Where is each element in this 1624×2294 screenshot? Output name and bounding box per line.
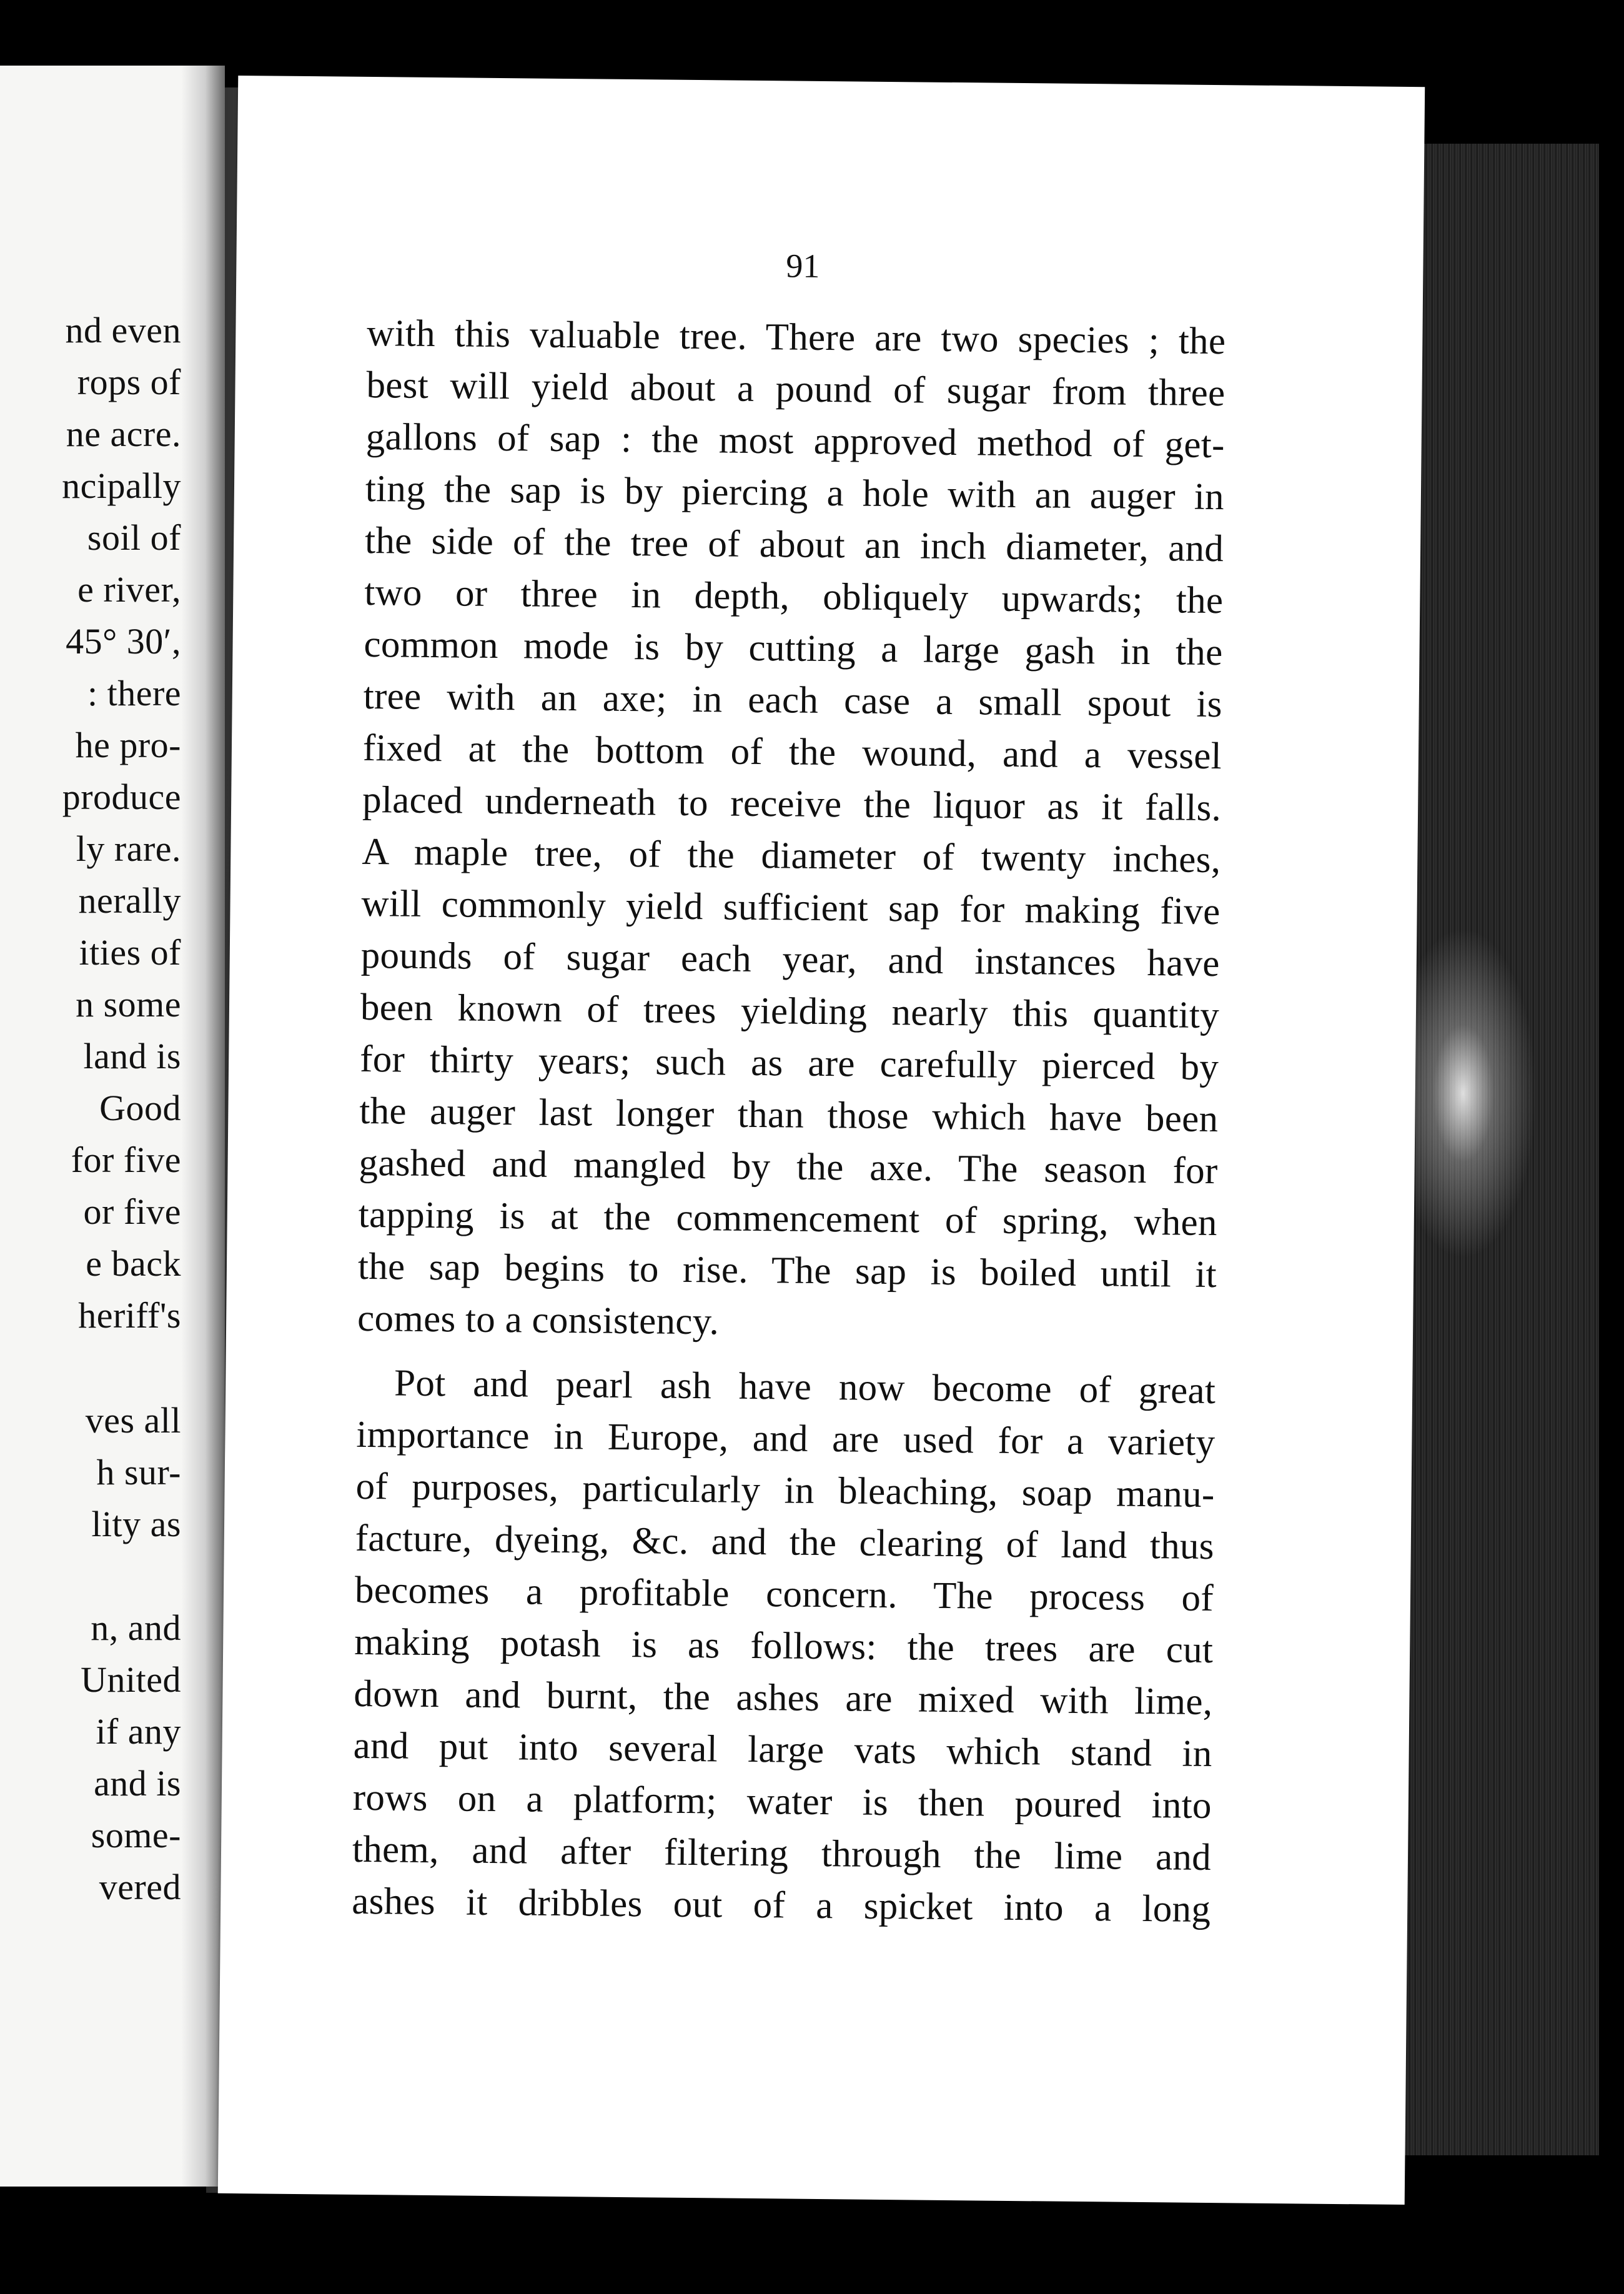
text-line: them, and after filtering through the lime and [352, 1828, 1212, 1879]
text-line: the sap begins to rise. The sap is boiled until it [357, 1245, 1217, 1296]
left-page-line: soil of [87, 517, 181, 558]
left-page-line: rops of [77, 362, 181, 402]
text-line: gashed and mangled by the axe. The season for [359, 1141, 1218, 1193]
text-line: comes to a consistency. [357, 1297, 720, 1343]
text-line: rows on a platform; water is then poured into [352, 1776, 1212, 1827]
text-line: ting the sap is by piercing a hole with an auger in [365, 467, 1225, 519]
left-page-line: for five [71, 1140, 181, 1180]
text-line: been known of trees yielding nearly this quantity [360, 986, 1220, 1037]
left-page-line: ly rare. [76, 828, 181, 869]
text-line: fixed at the bottom of the wound, and a vessel [362, 727, 1222, 778]
left-page-line: and is [94, 1763, 181, 1804]
left-page-line: : there [87, 673, 181, 713]
left-page-line: e river, [77, 569, 181, 610]
right-page [218, 76, 1425, 2205]
text-line: ashes it dribbles out of a spicket into a long [351, 1880, 1211, 1931]
text-line: becomes a profitable concern. The process of [354, 1569, 1214, 1620]
left-page-line: Good [99, 1088, 181, 1128]
left-page-line: n, and [91, 1607, 181, 1648]
text-line: Pot and pearl ash have now become of great [394, 1362, 1216, 1413]
left-page-line: land is [83, 1036, 181, 1076]
left-page-line: n some [76, 984, 181, 1025]
text-line: pounds of sugar each year, and instances have [360, 934, 1220, 985]
left-page-line: ves all [85, 1400, 181, 1441]
text-line: common mode is by cutting a large gash in the [364, 623, 1223, 674]
text-line: placed underneath to receive the liquor as it falls. [362, 778, 1222, 830]
left-page-line: vered [99, 1867, 181, 1907]
page-number: 91 [786, 247, 820, 285]
text-line: for thirty years; such as are carefully pierced by [359, 1038, 1219, 1089]
text-line: best will yield about a pound of sugar from three [366, 364, 1225, 415]
text-line: down and burnt, the ashes are mixed with lime, [354, 1672, 1213, 1724]
left-page-line: produce [62, 777, 181, 817]
left-page-line: ities of [79, 932, 181, 973]
text-line: the side of the tree of about an inch diameter, and [364, 519, 1224, 570]
left-page-line: heriff's [78, 1295, 181, 1336]
text-line: gallons of sap : the most approved method of get- [365, 415, 1225, 467]
left-page-line: nerally [78, 880, 181, 921]
left-page-line: he pro- [75, 725, 181, 765]
left-page-line: United [81, 1659, 181, 1700]
left-page-gutter-shadow [181, 66, 225, 2187]
text-line: with this valuable tree. There are two species ; the [367, 312, 1226, 363]
left-page-line: ncipally [62, 465, 181, 506]
text-line: and put into several large vats which stand in [353, 1724, 1212, 1775]
text-line: of purposes, particularly in bleaching, soap manu- [355, 1465, 1215, 1516]
left-page-line: e back [86, 1243, 181, 1284]
text-line: A maple tree, of the diameter of twenty inches, [362, 830, 1221, 881]
text-line: making potash is as follows: the trees are cut [354, 1621, 1214, 1672]
text-line: tapping is at the commencement of spring, when [358, 1193, 1218, 1244]
text-line: tree with an axe; in each case a small spout is [363, 675, 1223, 726]
left-page-line: if any [96, 1711, 181, 1752]
text-line: will commonly yield sufficient sap for making five [361, 882, 1220, 933]
left-page-line: h sur- [96, 1452, 181, 1492]
left-page-line: nd even [65, 310, 181, 350]
left-page-line: 45° 30′, [66, 621, 181, 662]
left-page-line: or five [83, 1191, 181, 1232]
left-page-line: lity as [91, 1504, 181, 1544]
text-line: two or three in depth, obliquely upwards; the [364, 571, 1224, 622]
text-line: importance in Europe, and are used for a variety [356, 1413, 1216, 1464]
text-line: facture, dyeing, &c. and the clearing of land thus [355, 1517, 1215, 1568]
text-line: the auger last longer than those which have been [359, 1090, 1219, 1141]
left-page-line: some- [91, 1815, 181, 1855]
left-page-line: ne acre. [66, 414, 181, 454]
